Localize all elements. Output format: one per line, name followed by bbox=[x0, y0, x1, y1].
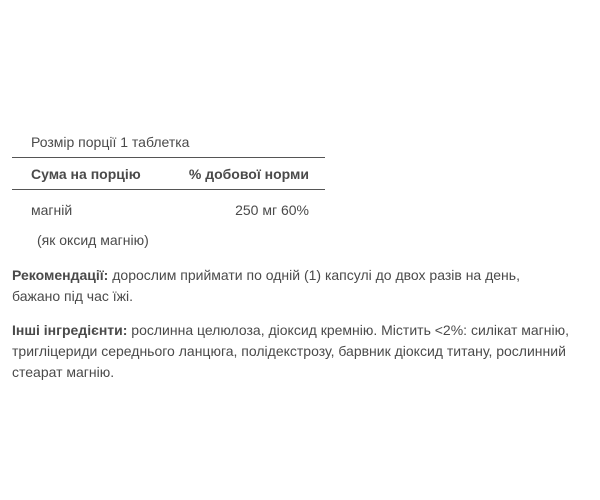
nutrient-name: магній bbox=[31, 202, 73, 218]
recommendations-text: дорослим приймати по одній (1) капсулі до двох разів на день, бажано під час їжі. bbox=[12, 267, 520, 304]
header-divider bbox=[12, 189, 325, 190]
recommendations-paragraph bbox=[12, 265, 572, 307]
other-ingredients-paragraph bbox=[12, 320, 572, 383]
recommendations-label: Рекомендації: bbox=[12, 267, 109, 283]
nutrient-amount: 250 мг 60% bbox=[235, 202, 309, 218]
other-ingredients-label: Інші інгредієнти: bbox=[12, 322, 128, 338]
serving-size: Розмір порції 1 таблетка bbox=[31, 134, 190, 150]
nutrient-note: (як оксид магнію) bbox=[37, 232, 149, 248]
header-amount-per-serving: Сума на порцію bbox=[31, 166, 141, 182]
top-divider bbox=[12, 157, 325, 158]
other-ingredients-text: рослинна целюлоза, діоксид кремнію. Містить <2%: силікат магнію, тригліцериди середнього ланцюга, полідекстрозу, барвник діоксид титану, рослинний стеарат магнію. bbox=[12, 322, 570, 380]
header-daily-value: % добової норми bbox=[188, 166, 309, 182]
